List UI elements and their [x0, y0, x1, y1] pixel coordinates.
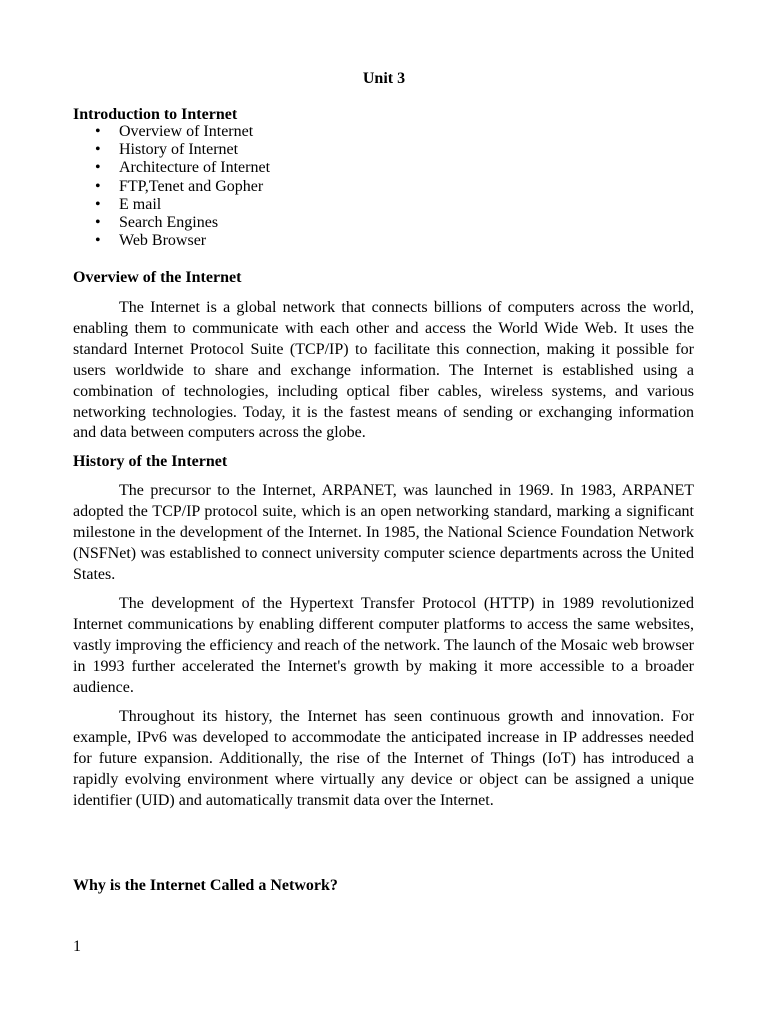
topic-item [73, 123, 270, 141]
topic-item [73, 178, 270, 196]
topic-label: E mail [119, 195, 162, 213]
bullet-icon: • [95, 232, 101, 250]
bullet-icon: • [95, 195, 101, 213]
bullet-icon: • [95, 141, 101, 159]
page-number: 1 [73, 938, 81, 955]
intro-heading: Introduction to Internet [73, 106, 238, 123]
topic-label: Web Browser [119, 232, 207, 250]
bullet-icon: • [95, 123, 101, 140]
unit-title: Unit 3 [362, 70, 406, 87]
bullet-icon: • [95, 159, 101, 177]
overview-heading: Overview of the Internet [73, 269, 242, 286]
topic-list [73, 123, 270, 250]
overview-paragraph: The Internet is a global network that connects billions of computers across the world, enabling them to communicate with each other and access the World Wide Web. It uses the standard Internet Protocol Suite (TCP/IP) to facilitate this connection, making it possible for users worldwide to share and exchange information. The Internet is established using a combination of technologies, including optical fiber cables, wireless systems, and various networking technologies. Today, it is the fastest means of sending or exchanging information and data between computers across the globe. [73, 299, 694, 442]
topic-item [73, 141, 270, 159]
topic-item [73, 214, 270, 232]
history-paragraph-1: The precursor to the Internet, ARPANET, was launched in 1969. In 1983, ARPANET adopted the TCP/IP protocol suite, which is an open networking standard, marking a significant milestone in the development of the Internet. In 1985, the National Science Foundation Network (NSFNet) was established to connect university computer science departments across the United States. [73, 482, 694, 583]
history-paragraph-2: The development of the Hypertext Transfer Protocol (HTTP) in 1989 revolutionized Internet communications by enabling different computer platforms to access the same websites, vastly improving the efficiency and reach of the network. The launch of the Mosaic web browser in 1993 further accelerated the Internet's growth by making it more accessible to a broader audience. [73, 595, 694, 696]
bullet-icon: • [95, 177, 101, 195]
topic-label: Search Engines [119, 214, 219, 232]
topic-item [73, 159, 270, 177]
topic-label: Architecture of Internet [119, 159, 271, 177]
topic-label: History of Internet [119, 141, 239, 159]
topic-label: FTP,Tenet and Gopher [119, 177, 264, 195]
topic-item [73, 232, 270, 250]
history-paragraph-3: Throughout its history, the Internet has seen continuous growth and innovation. For example, IPv6 was developed to accommodate the anticipated increase in IP addresses needed for future expansion. Additionally, the rise of the Internet of Things (IoT) has introduced a rapidly evolving environment where virtually any device or object can be assigned a unique identifier (UID) and automatically transmit data over the Internet. [73, 708, 694, 809]
topic-label: Overview of Internet [119, 123, 254, 140]
history-heading: History of the Internet [73, 453, 228, 470]
bullet-icon: • [95, 214, 101, 232]
topic-item [73, 196, 270, 214]
network-heading: Why is the Internet Called a Network? [73, 877, 338, 894]
